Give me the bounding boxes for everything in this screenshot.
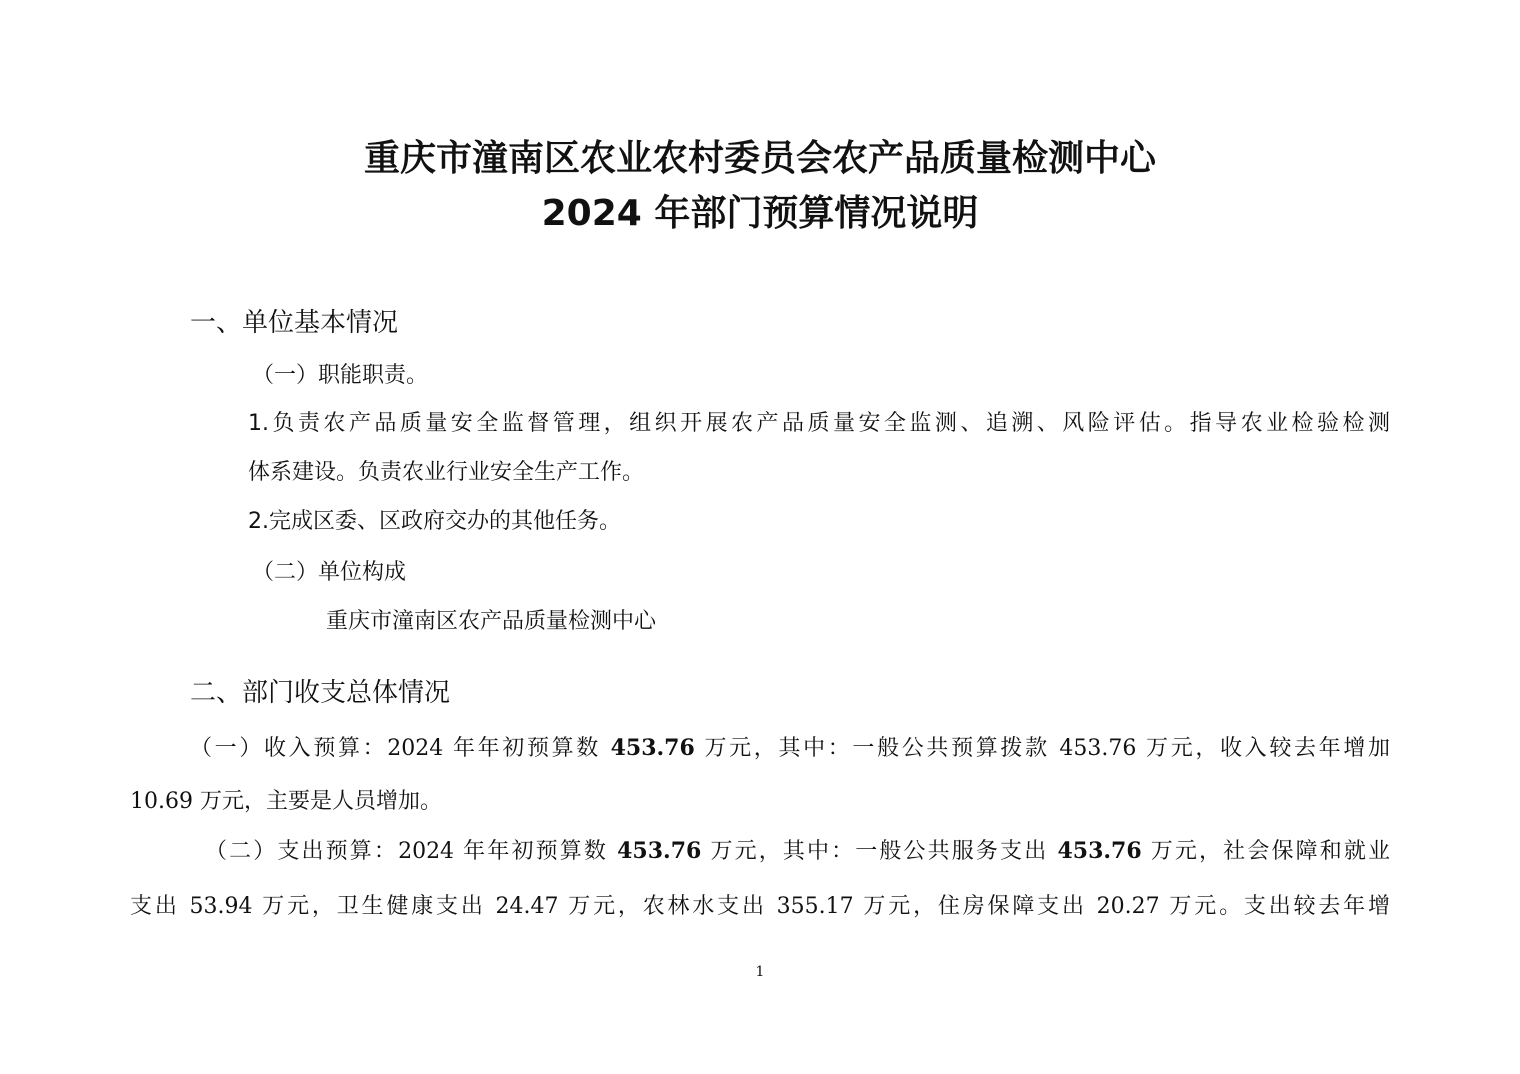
income-text-a: （一）收入预算：2024 年年初预算数 xyxy=(190,736,611,761)
income-amount: 453.76 xyxy=(610,735,695,761)
public-service-amount: 453.76 xyxy=(1057,838,1142,864)
page-number: 1 xyxy=(755,964,765,980)
section2-heading: 二、部门收支总体情况 xyxy=(190,678,451,708)
expense-amount: 453.76 xyxy=(617,838,702,864)
expense-text-a: （二）支出预算：2024 年年初预算数 xyxy=(205,839,618,864)
section1-item1-line1: 1.负责农产品质量安全监督管理，组织开展农产品质量安全监测、追溯、风险评估。指导农业检验检测 xyxy=(248,411,1390,436)
section1-heading: 一、单位基本情况 xyxy=(190,308,399,338)
expense-paragraph-line2: 支出 53.94 万元，卫生健康支出 24.47 万元，农林水支出 355.17 万元，住房保障支出 20.27 万元。支出较去年增 xyxy=(130,894,1390,919)
income-paragraph-line2: 10.69 万元，主要是人员增加。 xyxy=(130,789,442,814)
document-title-line1: 重庆市潼南区农业农村委员会农产品质量检测中心 xyxy=(363,137,1156,179)
expense-text-e: 万元，社会保障和就业 xyxy=(1141,839,1390,864)
document-title-line2: 2024 年部门预算情况说明 xyxy=(541,193,979,234)
expense-text-c: 万元，其中：一般公共服务支出 xyxy=(701,839,1058,864)
section1-item1-line2: 体系建设。负责农业行业安全生产工作。 xyxy=(248,460,645,485)
unit-name: 重庆市潼南区农产品质量检测中心 xyxy=(326,609,657,634)
income-text-c: 万元，其中：一般公共预算拨款 453.76 万元，收入较去年增加 xyxy=(694,736,1390,761)
section1-sub1: （一）职能职责。 xyxy=(252,363,429,388)
income-paragraph-line1 xyxy=(190,733,1390,764)
section1-item2: 2.完成区委、区政府交办的其他任务。 xyxy=(248,509,621,534)
expense-paragraph-line1 xyxy=(205,836,1390,867)
section1-sub2: （二）单位构成 xyxy=(252,560,407,585)
